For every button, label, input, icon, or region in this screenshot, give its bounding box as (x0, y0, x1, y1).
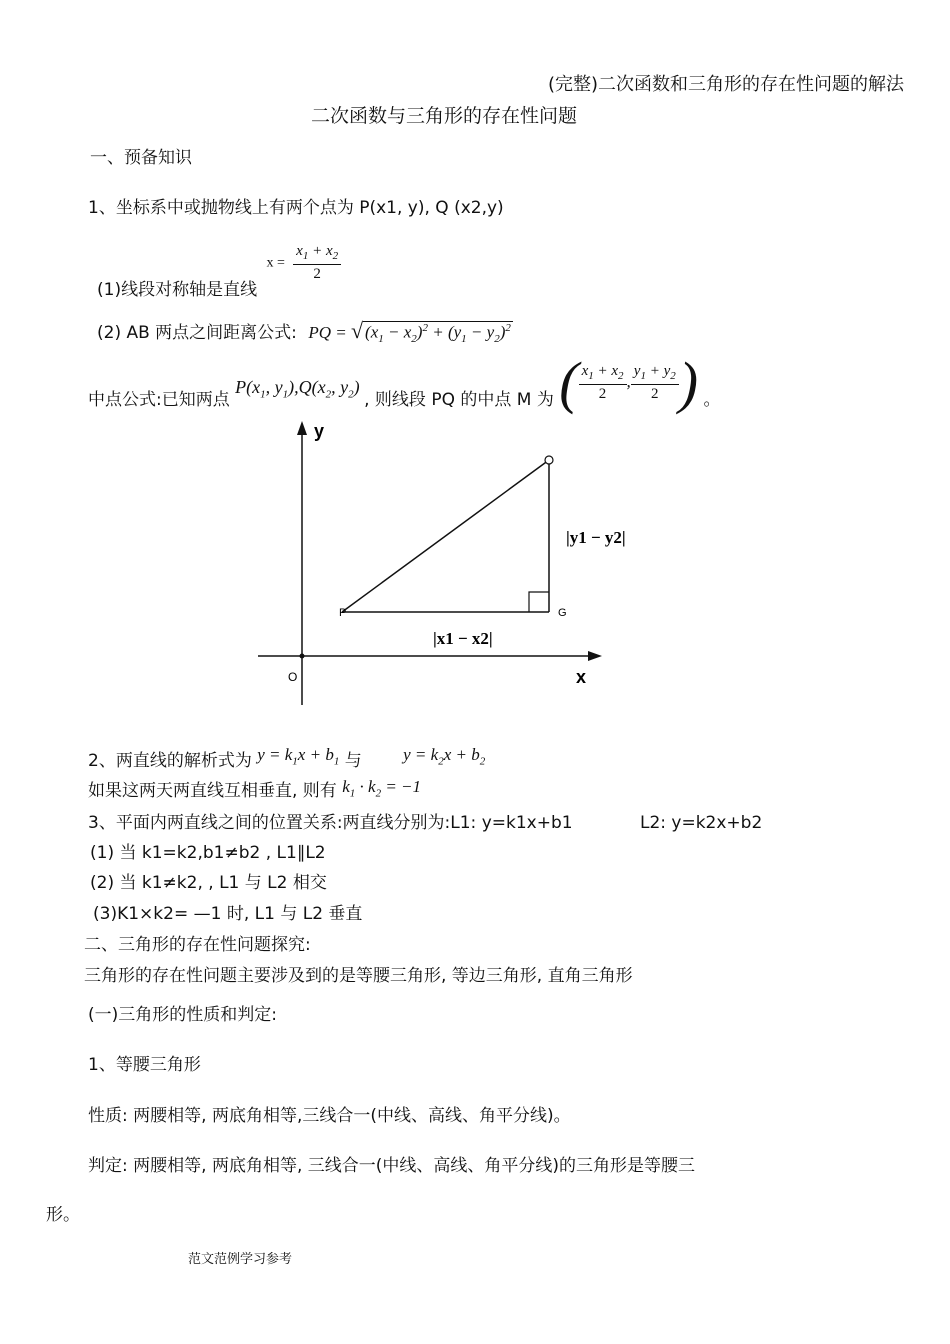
isosceles-heading: 1、等腰三角形 (88, 1055, 201, 1075)
item-2-label: 2、两直线的解析式为 (88, 751, 252, 771)
point-p-label: P (339, 607, 347, 619)
vertical-side-label: |y1 − y2| (566, 528, 626, 547)
formula-points: $P(x_1$, $y_1),Q(x_2$, $y_2$) (235, 376, 365, 401)
formula-line1: $y = k_1x + b_1$ (257, 745, 340, 768)
isosceles-property: 性质: 两腰相等, 两底角相等,三线合一(中线、高线、角平分线)。 (88, 1106, 571, 1126)
case-intersect: (2) 当 k1≠k2, , L1 与 L2 相交 (90, 873, 327, 893)
isosceles-judgement-tail: 形。 (46, 1205, 80, 1225)
case-perpendicular: (3)K1×k2= —1 时, L1 与 L2 垂直 (93, 904, 363, 924)
formula-midpoint: ( $\frac{x_1 + x_2}{2}$ , $\frac{y_1 + y_2}{2}$ ) (559, 350, 699, 415)
isosceles-judgement: 判定: 两腰相等, 两底角相等, 三线合一(中线、高线、角平分线)的三角形是等腰三 (88, 1156, 696, 1176)
x-axis-arrow (588, 651, 602, 661)
page-title: 二次函数与三角形的存在性问题 (311, 105, 578, 127)
footer-note: 范文范例学习参考 (188, 1252, 293, 1267)
formula-line2: $y = k_2x + b_2$ (403, 745, 486, 768)
point-g-label: G (558, 607, 567, 619)
sub-item-axis (97, 242, 341, 300)
item-1-points: 1、坐标系中或抛物线上有两个点为 P(x1, y), Q (x2,y) (88, 198, 504, 218)
formula-axis-lhs: x = (266, 255, 285, 271)
hypotenuse (342, 460, 549, 612)
origin-dot (300, 654, 305, 659)
item-3-relation (88, 808, 762, 833)
triangle-sub-heading: (一)三角形的性质和判定: (88, 1005, 277, 1025)
y-axis-label: y (314, 421, 325, 441)
perpendicular-condition (88, 772, 421, 799)
right-angle-mark (529, 592, 549, 612)
doc-title: (完整)二次函数和三角形的存在性问题的解法 (547, 74, 904, 95)
origin-label: O (288, 670, 298, 684)
sub-item-axis-label: (1)线段对称轴是直线 (97, 279, 258, 300)
midpoint-label: 中点公式:已知两点 (88, 389, 230, 410)
sub-item-distance-label: (2) AB 两点之间距离公式: (97, 323, 297, 343)
point-q-marker (545, 456, 553, 464)
item-2-lines (88, 740, 486, 771)
x-axis-label: x (576, 667, 587, 687)
perpendicular-label: 如果这两天两直线互相垂直, 则有 (88, 781, 337, 801)
midpoint-mid-text: , 则线段 PQ 的中点 M 为 (364, 389, 554, 410)
triangle-intro: 三角形的存在性问题主要涉及到的是等腰三角形, 等边三角形, 直角三角形 (84, 966, 633, 986)
midpoint-end: 。 (703, 389, 721, 410)
sub-item-distance (97, 318, 513, 345)
formula-axis: x = $\frac{x_1 + x_2}{2}$ (267, 242, 342, 284)
coordinate-diagram (250, 415, 626, 710)
formula-distance: PQ = √ $(x_1 - x_2)^2 + (y_1 - y_2)^2$ (308, 318, 511, 346)
formula-perp: $k_1 \cdot k_2 = -1$ (342, 777, 422, 800)
item-3-label: 3、平面内两直线之间的位置关系:两直线分别为:L1: y=k1x+b1 (88, 813, 573, 833)
item-3-l2: L2: y=k2x+b2 (639, 813, 763, 833)
horizontal-side-label: |x1 − x2| (433, 629, 493, 648)
case-parallel: (1) 当 k1=k2,b1≠b2 , L1∥L2 (90, 843, 326, 863)
section-heading-prep: 一、预备知识 (90, 148, 192, 168)
section-heading-triangle: 二、三角形的存在性问题探究: (84, 935, 311, 955)
y-axis-arrow (297, 421, 307, 435)
midpoint-line (88, 350, 721, 422)
item-2-and: 与 (344, 751, 362, 771)
